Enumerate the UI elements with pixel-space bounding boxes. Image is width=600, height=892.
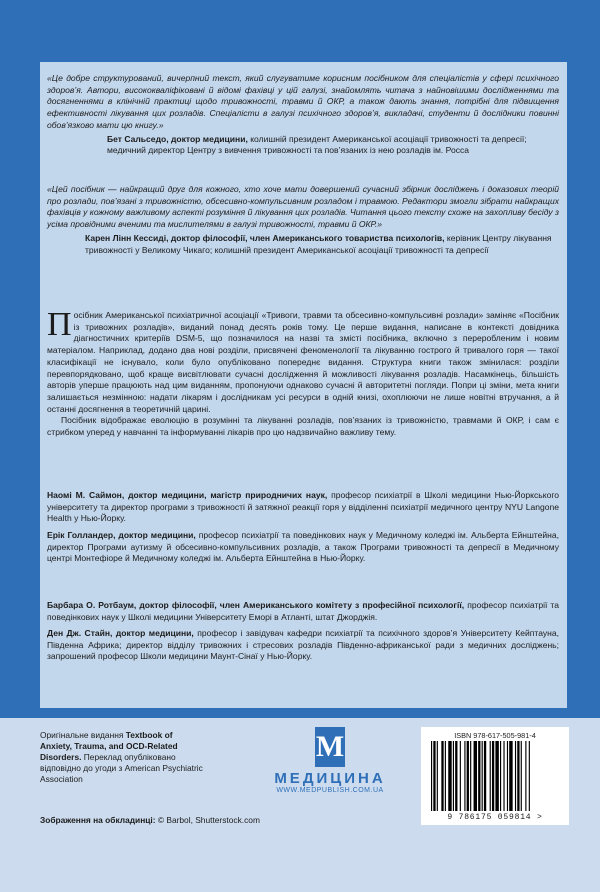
barcode-number: 9 786175 059814 > <box>447 813 543 822</box>
original-prefix: Оригінальне видання <box>40 730 124 740</box>
cover-image-credit <box>40 815 260 826</box>
isbn-label: ISBN 978-617-505-981-4 <box>454 731 536 740</box>
book-description <box>47 306 559 439</box>
editor-bio-4 <box>47 628 559 663</box>
publisher-mark-icon: М <box>315 727 345 767</box>
editor-info: професор і завідувач кафедри психіатрії та психічного здоров’я Університету Кейптауна, Південна Африка; директор відділу тривожних і стресових розладів Південно-африканської ради з медичних досліджень; запрошений професор Школи медицини Маунт-Сінаї у Нью-Йорку. <box>47 628 559 662</box>
editor-bio-1 <box>47 490 559 525</box>
editor-name: Барбара О. Ротбаум, доктор філософії, член Американського комітету з професійної психології, <box>47 600 465 610</box>
editor-info: професор психіатрії та поведінкових наук у Медичному коледжі ім. Альберта Ейнштейна, директор Програми аутизму й обсесивно-компульсивних розладів, а також Програми тривожності та депресії в Медичному центрі Монтефіоре й Медичному коледжі ім. Альберта Ейнштейна в Нью-Йорку. <box>47 530 559 564</box>
editor-info: професор психіатрії в Школі медицини Нью-Йоркського університету та директор програми з тривожності й затяжної реакції горя у відділенні психіатрії медичного центру NYU Langone Health у Нью-Йорку. <box>47 490 560 524</box>
editor-name: Ден Дж. Стайн, доктор медицини, <box>47 628 194 638</box>
editor-info: професор психіатрії та поведінкових наук у Школі медицини Університету Еморі в Атланті, штат Джорджія. <box>47 600 560 622</box>
paragraph-text: осібник Американської психіатричної асоціації «Тривоги, травми та обсесивно-компульсивні розлади» заміняє «Посібник із тривожних розладів», виданий понад десять років тому. Це перше видання, написане в контексті довідника діагностичних критеріїв DSM-5, що позначилося на назві та змісті посібника, включно з переробленим і новим матеріалом. Наприклад, додано два нові розділи, присвячені феноменології та лікуванню гострого й тривалого горя — такої класифікації не існувало, коли було опубліковано попереднє видання. Структура книги також змінилася: розділи перевпорядковано, щоб краще висвітлювати сучасні дослідження й можливості лікування розладів. Насамкінець, більшість авторів уперше працюють над цим виданням, пропонуючи однаково сучасні й авторитетні погляди. Попри ці зміни, мета книги залишається незмінною: надати лікарям і дослідникам усі ресурси в одній книзі, охоплюючи не лише новітні втручання, а й останні досягнення в теоретичній царині. <box>47 310 559 414</box>
original-suffix: Переклад опубліковано відповідно до угоди з American Psychiatric Association <box>40 752 203 785</box>
author-info: колишній президент Американської асоціації тривожності та депресії; медичний директор Центру з вивчення тривожності та пов’язаних із нею розладів ім. Росса <box>107 133 527 156</box>
description-paragraph-1 <box>47 306 559 415</box>
editor-bio-3 <box>47 600 559 623</box>
editor-name: Наомі М. Саймон, доктор медицини, магістр природничих наук, <box>47 490 328 500</box>
quote-author <box>107 134 559 157</box>
original-edition-note <box>40 730 205 785</box>
author-info: керівник Центру лікування тривожності у Великому Чикаго; колишній президент Американської асоціації тривожності та депресії <box>85 232 552 255</box>
editor-bio-2 <box>47 530 559 565</box>
credit-label: Зображення на обкладинці: <box>40 815 156 825</box>
author-name: Бет Сальседо, доктор медицини, <box>107 133 248 144</box>
quote-text: «Це добре структурований, вичерпний текст, який слугуватиме корисним посібником для спеціалістів у сфері психічного здоров’я. Автори, висококваліфіковані й відомі фахівці у цій галузі, знайомлять читача з найновішими дослідженнями та досягненнями в клінічній практиці щодо тривожності, травми й ОКР, а також дають знання, потрібні для підвищення ефективності лікування цих розладів. Спеціалісти в галузі психічного здоров’я, викладачі, студенти й дослідники повинні обов’язково мати цю книгу.» <box>47 73 559 130</box>
review-quote-2 <box>47 184 559 256</box>
author-name: Карен Лінн Кессиді, доктор філософії, член Американського товариства психологів, <box>85 232 445 243</box>
editor-name: Ерік Голландер, доктор медицини, <box>47 530 196 540</box>
drop-cap: П <box>47 306 72 343</box>
barcode-block <box>421 727 569 825</box>
publisher-name: МЕДИЦИНА <box>274 770 386 787</box>
credit-value: © Barbol, Shutterstock.com <box>157 815 260 825</box>
review-quote-1 <box>47 73 559 157</box>
quote-text: «Цей посібник — найкращий друг для кожного, хто хоче мати довершений сучасний збірник досліджень і доказових теорій про розлади, пов’язані з тривожністю, обсесивно-компульсивним розладом і травмою. Редактори змогли зібрати найкращих фахівців у кожному важливому аспекті розуміння й лікування цих розладів. Читання цього тексту схоже на захопливу бесіду з усіма провідними вченими та мислителями в галузі тривожності, травми й ОКР.» <box>47 184 559 230</box>
original-title: Textbook of Anxiety, Trauma, and OCD-Related Disorders. <box>40 730 178 763</box>
publisher-website: WWW.MEDPUBLISH.COM.UA <box>276 787 384 794</box>
publisher-logo <box>255 727 405 794</box>
description-paragraph-2: Посібник відображає еволюцію в розумінні та лікуванні розладів, пов’язаних із тривожністю, травмами й ОКР, і сам є стрибком уперед у навчанні та інформуванні лікарів про цю надзвичайно важливу тему. <box>47 415 559 438</box>
quote-author <box>85 233 559 256</box>
barcode-icon <box>431 741 559 811</box>
